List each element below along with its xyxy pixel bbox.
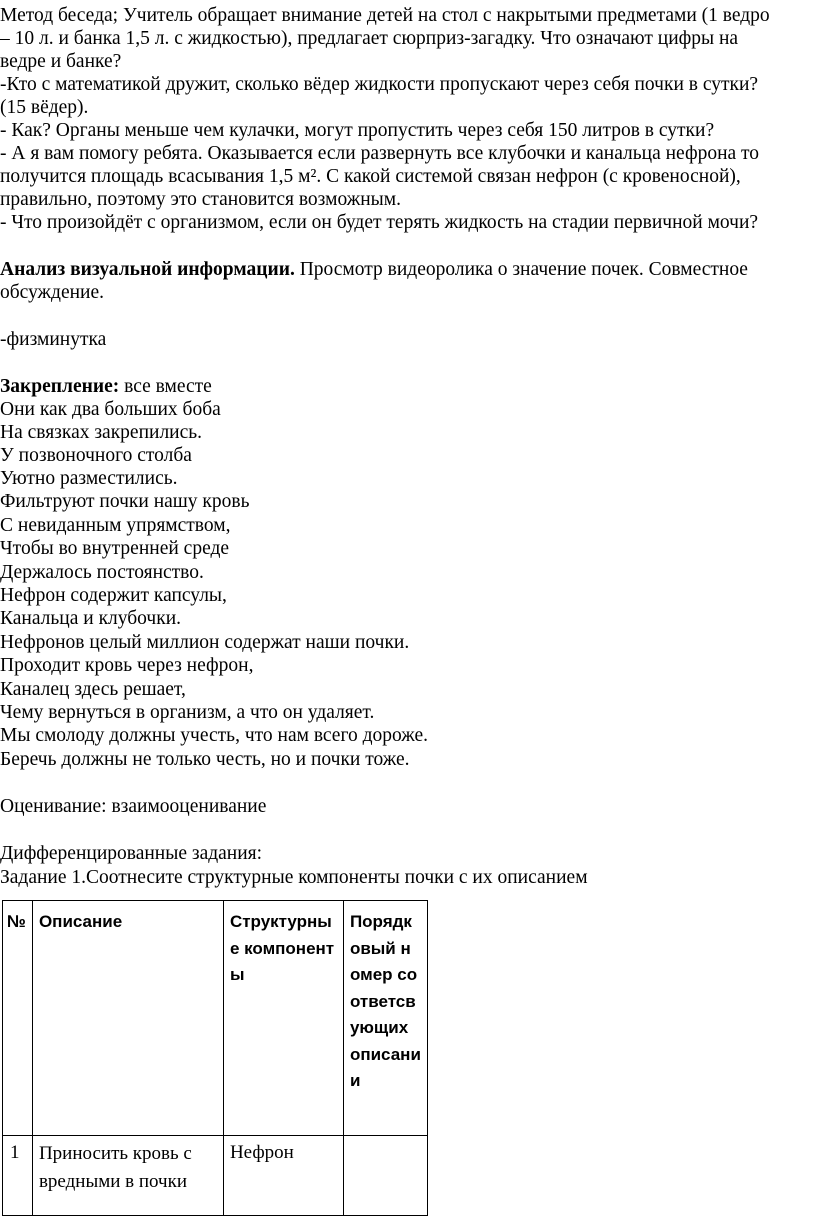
poem-line: Проходит кровь через нефрон, — [0, 655, 254, 676]
intro-line: получится площадь всасывания 1,5 м². С какой системой связан нефрон (с кровеносной), — [0, 166, 741, 187]
consolidation-label: Закрепление: — [0, 376, 120, 397]
poem-line: Канальца и клубочки. — [0, 608, 182, 629]
poem-line: Каналец здесь решает, — [0, 679, 186, 700]
matching-table — [2, 900, 428, 1216]
diff-tasks-heading: Дифференцированные задания: — [0, 843, 263, 864]
poem-line: Уютно разместились. — [0, 468, 178, 489]
header-num: № — [3, 901, 33, 1136]
analysis-text: Просмотр видеоролика о значение почек. Совместное — [294, 259, 748, 280]
poem-line: На связках закрепились. — [0, 422, 203, 443]
poem-line: Беречь должны не только честь, но и почки тоже. — [0, 749, 410, 770]
intro-line: правильно, поэтому это становится возможным. — [0, 189, 401, 210]
cell-description: Приносить кровь с вредными в почки — [32, 1136, 223, 1216]
intro-line: - Что произойдёт с организмом, если он будет терять жидкость на стадии первичной мочи? — [0, 212, 759, 233]
poem-line: Нефронов целый миллион содержат наши почки. — [0, 632, 410, 653]
header-description: Описание — [32, 901, 223, 1136]
intro-line: ведре и банке? — [0, 51, 122, 72]
header-components: Структурные компоненты — [223, 901, 343, 1136]
task1-heading: Задание 1.Соотнесите структурные компоненты почки с их описанием — [0, 867, 588, 888]
intro-line: Метод беседа; Учитель обращает внимание детей на стол с накрытыми предметами (1 ведро — [0, 5, 770, 26]
cell-num: 1 — [3, 1136, 33, 1216]
cell-component: Нефрон — [223, 1136, 343, 1216]
poem-line: Они как два больших боба — [0, 399, 221, 420]
table-row — [3, 1136, 428, 1216]
cell-order — [343, 1136, 427, 1216]
fizminutka: -физминутка — [0, 329, 107, 350]
header-order: Порядковый номер соответсвующих описании — [343, 901, 427, 1136]
table-header-row — [3, 901, 428, 1136]
poem-line: Мы смолоду должны учесть, что нам всего дороже. — [0, 725, 429, 746]
intro-line: -Кто с математикой дружит, сколько вёдер жидкости пропускают через себя почки в сутки? — [0, 74, 759, 95]
analysis-line — [0, 258, 814, 282]
analysis-text-cont: обсуждение. — [0, 282, 105, 303]
poem-line: Чтобы во внутренней среде — [0, 538, 230, 559]
poem-line: Держалось постоянство. — [0, 562, 204, 583]
poem-line: Чему вернуться в организм, а что он удаляет. — [0, 702, 375, 723]
intro-line: - Как? Органы меньше чем кулачки, могут пропустить через себя 150 литров в сутки? — [0, 120, 715, 141]
poem-line: Фильтруют почки нашу кровь — [0, 491, 250, 512]
poem-line: У позвоночного столба — [0, 445, 192, 466]
consolidation-text: все вместе — [119, 376, 212, 397]
analysis-label: Анализ визуальной информации. — [0, 259, 295, 280]
poem-line: С невиданным упрямством, — [0, 515, 231, 536]
assessment: Оценивание: взаимооценивание — [0, 796, 267, 817]
intro-line: – 10 л. и банка 1,5 л. с жидкостью), предлагает сюрприз-загадку. Что означают цифры на — [0, 28, 739, 49]
intro-line: - А я вам помогу ребята. Оказывается если развернуть все клубочки и канальца нефрона то — [0, 143, 760, 164]
poem-line: Нефрон содержит капсулы, — [0, 585, 227, 606]
consolidation-heading — [0, 375, 212, 399]
intro-line: (15 вёдер). — [0, 97, 89, 118]
